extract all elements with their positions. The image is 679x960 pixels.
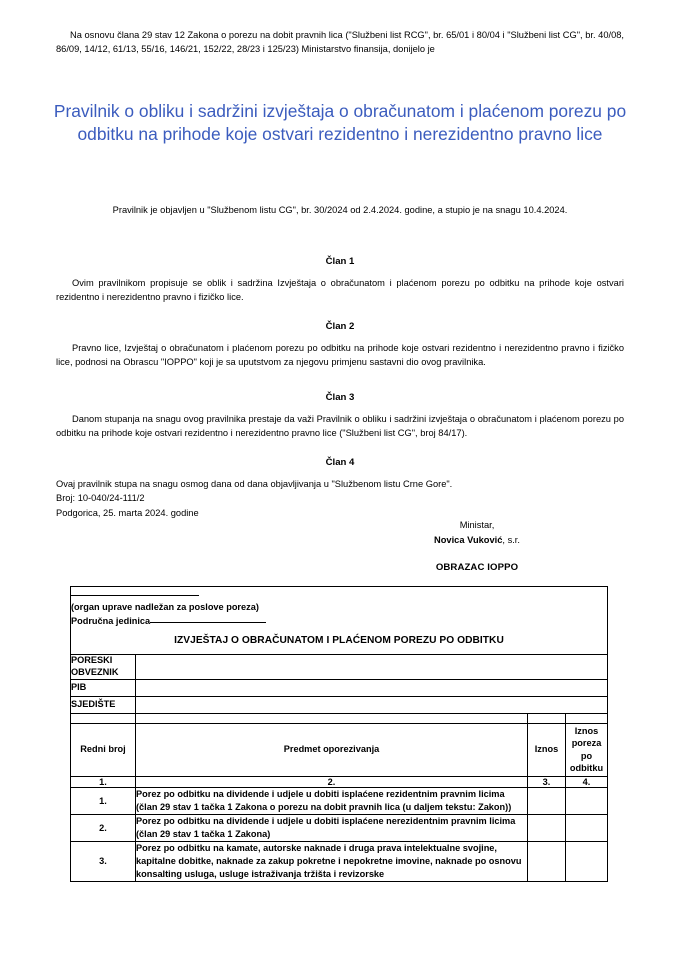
ioppo-form (70, 586, 607, 882)
article-1-body: Ovim pravilnikom propisuje se oblik i sadržina Izvještaja o obračunatom i plaćenom porezu po odbitku na prihode koje ostvari rezidentno i nerezidentno pravno i fizičko lice. (56, 278, 624, 303)
column-number-1: 1. (71, 776, 136, 787)
page-title: Pravilnik o obliku i sadržini izvještaja o obračunatom i plaćenom porezu po odbitku na prihode koje ostvari rezidentno i nerezidentno pravno lice (53, 100, 627, 144)
article-3 (56, 392, 624, 441)
authority-header-cell (71, 587, 608, 655)
table-column-number-row (71, 776, 608, 787)
preamble-paragraph: Na osnovu člana 29 stav 12 Zakona o porezu na dobit pravnih lica ("Službeni list RCG", br. 65/01 i 80/04 i "Službeni list CG", br. 40/08, 86/09, 14/12, 61/13, 55/16, 146/21, 152/22, 28/23 i 125/23) Ministarstvo finansija, donijelo je (56, 30, 624, 55)
row-tax-2[interactable] (566, 814, 608, 841)
form-spacer-row (71, 713, 608, 723)
article-1-heading: Član 1 (325, 256, 355, 267)
field-label-poreski-obveznik: PORESKI OBVEZNIK (71, 654, 136, 679)
article-4-line-1: Ovaj pravilnik stupa na snagu osmog dana od dana objavljivanja u "Službenom listu Crne Gore". (56, 479, 453, 489)
column-header-iznos: Iznos (528, 723, 566, 776)
column-number-4: 4. (566, 776, 608, 787)
article-2-body: Pravno lice, Izvještaj o obračunatom i plaćenom porezu po odbitku na prihode koje ostvari rezidentno i nerezidentno pravno i fizičko lice, podnosi na Obrascu "IOPPO" koji je sa uputstvom za njegovu primjenu sastavni dio ovog pravilnika. (56, 343, 624, 368)
article-2 (56, 321, 624, 370)
authority-blank-rule[interactable] (71, 587, 199, 596)
row-amount-2[interactable] (528, 814, 566, 841)
article-4-line-3: Podgorica, 25. marta 2024. godine (56, 507, 199, 518)
article-2-heading: Član 2 (325, 321, 355, 332)
signature-name: Novica Vuković (434, 534, 503, 545)
row-subject-2: Porez po odbitku na dividende i udjele u dobiti isplaćene nerezidentnim pravnim licima (član 29 stav 1 tačka 1 Zakona) (136, 814, 528, 841)
column-header-predmet: Predmet oporezivanja (136, 723, 528, 776)
row-subject-1: Porez po odbitku na dividende i udjele u dobiti isplaćene rezidentnim pravnim licima (član 29 stav 1 tačka 1 Zakona o porezu na dobit pravnih lica (u daljem tekstu: Zakon)) (136, 787, 528, 814)
field-value-sjediste[interactable] (136, 696, 608, 713)
field-row-sjediste (71, 696, 608, 713)
column-number-3: 3. (528, 776, 566, 787)
field-value-pib[interactable] (136, 679, 608, 696)
table-column-header-row (71, 723, 608, 776)
form-code-label: OBRAZAC IOPPO (435, 562, 519, 573)
article-1 (56, 256, 624, 305)
field-value-poreski-obveznik[interactable] (136, 654, 608, 679)
row-amount-3[interactable] (528, 841, 566, 881)
branch-blank-rule[interactable] (150, 614, 266, 623)
spacer-cell-1 (71, 713, 136, 723)
article-3-body: Danom stupanja na snagu ovog pravilnika prestaje da važi Pravilnik o obliku i sadržini izvještaja o obračunatom i plaćenom porezu po odbitku na prihode koje ostvari rezidentno i nerezidentno pravno lice ("Službeni list CG", broj 84/17). (56, 414, 624, 439)
spacer-cell-2 (136, 713, 528, 723)
table-row (71, 841, 608, 881)
column-header-redni-broj: Redni broj (71, 723, 136, 776)
signature-suffix: , s.r. (502, 534, 520, 545)
form-header-row (71, 587, 608, 655)
article-4-body (56, 477, 624, 520)
branch-label: Područna jedinica (71, 616, 151, 627)
article-4 (56, 457, 624, 520)
form-title: IZVJEŠTAJ O OBRAČUNATOM I PLAĆENOM POREZU PO ODBITKU (174, 635, 504, 647)
signature-role: Ministar, (459, 520, 495, 530)
article-3-heading: Član 3 (325, 392, 355, 403)
form-table (70, 586, 608, 882)
row-tax-1[interactable] (566, 787, 608, 814)
row-amount-1[interactable] (528, 787, 566, 814)
column-header-iznos-poreza: Iznos poreza po odbitku (566, 723, 608, 776)
row-tax-3[interactable] (566, 841, 608, 881)
signature-block (330, 518, 624, 548)
row-index-1: 1. (71, 787, 136, 814)
column-number-2: 2. (136, 776, 528, 787)
row-index-3: 3. (71, 841, 136, 881)
field-row-pib (71, 679, 608, 696)
row-subject-3: Porez po odbitku na kamate, autorske naknade i druga prava intelektualne svojine, kapitalne dobitke, naknade za zakup pokretne i nepokretne imovine, naknade po osnovu konsalting usluga, usluge istraživanja tržišta i revizorske (136, 841, 528, 881)
field-row-taxpayer (71, 654, 608, 679)
field-label-pib: PIB (71, 679, 136, 696)
authority-note: (organ uprave nadležan za poslove poreza) (71, 602, 259, 613)
article-4-line-2: Broj: 10-040/24-111/2 (56, 493, 145, 504)
article-4-heading: Član 4 (325, 457, 355, 468)
spacer-cell-4 (566, 713, 608, 723)
row-index-2: 2. (71, 814, 136, 841)
table-row (71, 814, 608, 841)
table-row (71, 787, 608, 814)
signature-name-line (330, 533, 624, 548)
field-label-sjediste: SJEDIŠTE (71, 696, 136, 713)
publication-note: Pravilnik je objavljen u "Službenom listu CG", br. 30/2024 od 2.4.2024. godine, a stupio je na snagu 10.4.2024. (112, 205, 568, 215)
spacer-cell-3 (528, 713, 566, 723)
